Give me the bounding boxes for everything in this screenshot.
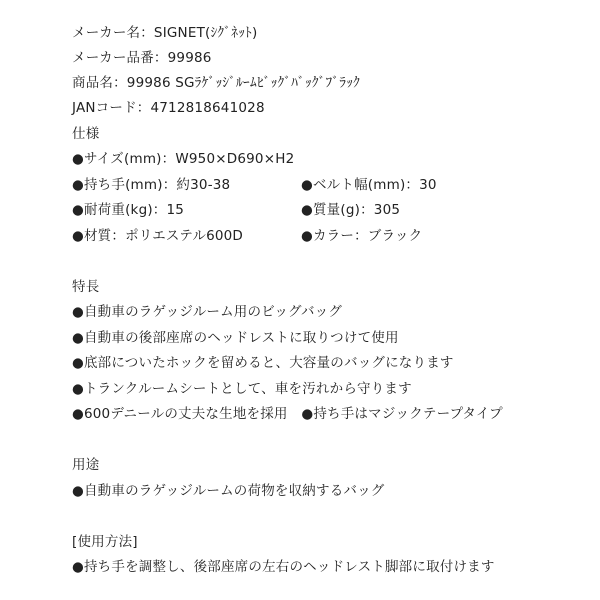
spec-handle: ●持ち手(mm)：約30-38: [72, 177, 231, 193]
method-item: ●持ち手を調整し、後部座席の左右のヘッドレスト脚部に取付けます: [72, 559, 495, 575]
specs-heading: 仕様: [72, 126, 100, 142]
feature-item: ●トランクルームシートとして、車を汚れから守ります: [72, 381, 412, 397]
usage-heading: 用途: [72, 457, 100, 473]
jan-code-line: JANコード：4712818641028: [72, 100, 265, 116]
maker-line: メーカー名：SIGNET(ｼｸﾞﾈｯﾄ): [72, 25, 258, 41]
method-heading: [使用方法]: [72, 534, 138, 550]
usage-item: ●自動車のラゲッジルームの荷物を収納するバッグ: [72, 483, 385, 499]
spec-material: ●材質：ポリエステル600D: [72, 228, 244, 244]
feature-item: ●自動車の後部座席のヘッドレストに取りつけて使用: [72, 330, 399, 346]
product-name-line: 商品名：99986 SGﾗｹﾞｯｼﾞﾙｰﾑﾋﾞｯｸﾞﾊﾞｯｸﾞﾌﾞﾗｯｸ: [72, 75, 361, 91]
features-heading: 特長: [72, 279, 100, 295]
feature-item: ●底部についたホックを留めると、大容量のバッグになります: [72, 355, 454, 371]
spec-weight: ●質量(g)：305: [301, 202, 401, 218]
feature-item: ●自動車のラゲッジルーム用のビッグバッグ: [72, 304, 343, 320]
part-number-line: メーカー品番：99986: [72, 50, 212, 66]
spec-belt-width: ●ベルト幅(mm)：30: [301, 177, 437, 193]
spec-load-capacity: ●耐荷重(kg)：15: [72, 202, 185, 218]
spec-color: ●カラー：ブラック: [301, 228, 423, 244]
spec-size: ●サイズ(mm)：W950×D690×H2: [72, 151, 295, 167]
feature-item: ●600デニールの丈夫な生地を採用 ●持ち手はマジックテープタイプ: [72, 406, 503, 422]
